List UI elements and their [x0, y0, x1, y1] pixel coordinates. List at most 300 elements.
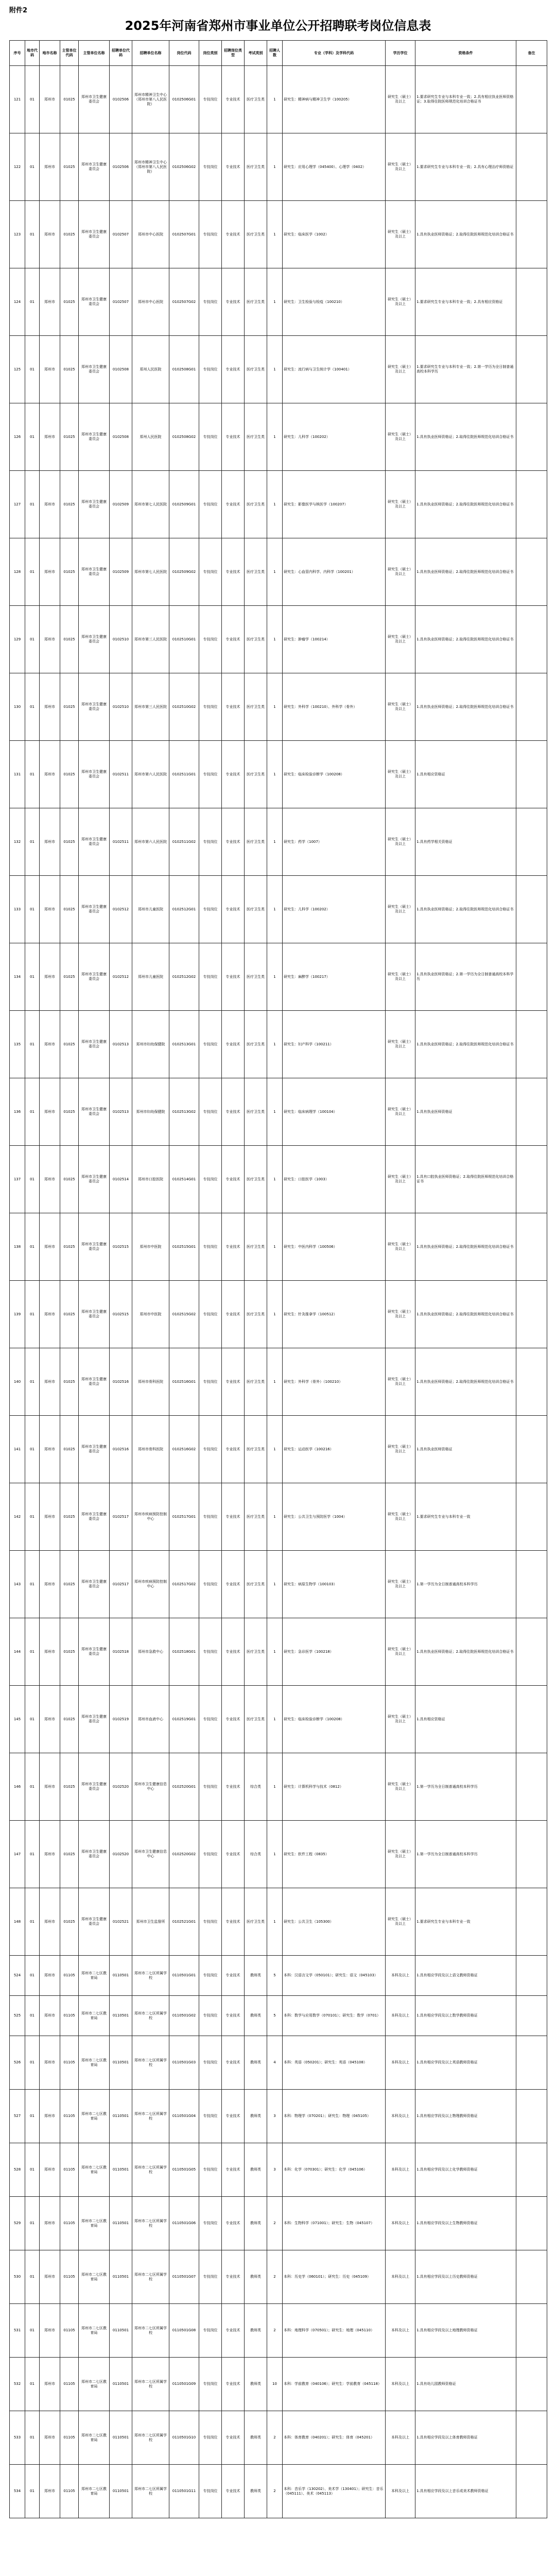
table-cell: 1.具有相应学段及以上英语教师资格证 [415, 2036, 516, 2090]
table-cell: 1 [267, 1888, 283, 1956]
table-cell: 专技岗位 [199, 1213, 222, 1281]
table-cell: 郑州市 [40, 2304, 60, 2358]
table-cell: 0102516 [110, 1348, 132, 1416]
table-cell: 专业技术 [222, 943, 245, 1011]
table-cell: 01025 [60, 471, 79, 538]
table-cell: 专业技术 [222, 66, 245, 133]
table-cell: 郑州市二七区教育局 [79, 2090, 110, 2143]
table-cell: 郑州市 [40, 1956, 60, 1996]
document-title: 2025年河南省郑州市事业单位公开招聘联考岗位信息表 [125, 19, 431, 33]
table-cell: 01 [25, 1686, 40, 1753]
table-cell: 医疗卫生类 [245, 1078, 267, 1146]
table-cell: 专技岗位 [199, 336, 222, 403]
table-cell: 0110501G09 [169, 2358, 199, 2411]
table-cell: 研究生：肿瘤学（100214） [283, 606, 386, 673]
table-cell: 0102519G01 [169, 1686, 199, 1753]
table-row [10, 1753, 547, 1821]
column-header: 岗位代码 [169, 41, 199, 66]
table-cell: 1 [267, 1348, 283, 1416]
table-cell: 01105 [60, 2465, 79, 2518]
table-cell: 郑州市 [40, 1483, 60, 1551]
table-cell: 01025 [60, 1281, 79, 1348]
table-cell: 01 [25, 336, 40, 403]
table-cell: 郑州市二七区教育局 [79, 2036, 110, 2090]
table-row [10, 336, 547, 403]
table-cell: 医疗卫生类 [245, 403, 267, 471]
table-cell: 0102513G02 [169, 1078, 199, 1146]
table-cell: 01 [25, 2358, 40, 2411]
table-row [10, 673, 547, 741]
table-cell: 郑州市 [40, 2143, 60, 2197]
column-header: 学历学位 [386, 41, 415, 66]
table-cell: 郑州市卫生健康委员会 [79, 1146, 110, 1213]
table-cell: 郑州市 [40, 741, 60, 808]
table-cell: 综合类 [245, 1821, 267, 1888]
table-cell: 郑州市卫生健康委员会 [79, 1483, 110, 1551]
table-cell: 0102519 [110, 1686, 132, 1753]
table-cell: 专技岗位 [199, 1956, 222, 1996]
table-cell: 01 [25, 268, 40, 336]
table-cell: 郑州市二七区所属学校 [132, 1996, 169, 2036]
table-cell: 郑州市儿童医院 [132, 876, 169, 943]
table-cell: 郑州市精神卫生中心（郑州市第八人民医院） [132, 133, 169, 201]
table-cell: 本科及以上 [386, 2143, 415, 2197]
table-cell: 专业技术 [222, 1753, 245, 1821]
table-cell: 郑州市 [40, 1146, 60, 1213]
table-cell: 研究生：儿科学（100202） [283, 403, 386, 471]
table-cell: 0102515 [110, 1281, 132, 1348]
table-cell: 1.具有执业医师资格证；2.取得住院医师规范化培训合格证书 [415, 1213, 516, 1281]
table-cell: 专业技术 [222, 201, 245, 268]
table-cell: 研究生（硕士）及以上 [386, 1011, 415, 1078]
table-cell: 本科及以上 [386, 2090, 415, 2143]
table-row [10, 943, 547, 1011]
table-row [10, 2358, 547, 2411]
table-cell: 1.具有相应学段及以上体育教师资格证 [415, 2411, 516, 2465]
table-cell: 专业技术 [222, 2465, 245, 2518]
table-cell: 1 [267, 1551, 283, 1618]
table-cell: 郑州市二七区教育局 [79, 1996, 110, 2036]
table-cell: 专技岗位 [199, 268, 222, 336]
table-cell [516, 2197, 547, 2250]
table-cell: 综合类 [245, 1753, 267, 1821]
table-row [10, 1416, 547, 1483]
table-cell: 研究生（硕士）及以上 [386, 403, 415, 471]
table-cell: 1 [267, 1753, 283, 1821]
table-cell: 专业技术 [222, 2143, 245, 2197]
table-cell: 0110501 [110, 2358, 132, 2411]
table-cell: 01 [25, 2304, 40, 2358]
table-cell: 专技岗位 [199, 1146, 222, 1213]
table-cell: 1.具有相应学段及以上化学教师资格证 [415, 2143, 516, 2197]
table-cell: 0102520 [110, 1753, 132, 1821]
table-cell: 本科：历史学（060101）；研究生：历史（045109） [283, 2250, 386, 2304]
table-cell: 0102507G02 [169, 268, 199, 336]
table-row [10, 268, 547, 336]
table-cell: 郑州人民医院 [132, 403, 169, 471]
table-cell: 1.要求研究生专业与本科专业一致 [415, 1483, 516, 1551]
table-cell: 01025 [60, 1686, 79, 1753]
table-cell: 0110501 [110, 2036, 132, 2090]
table-cell: 研究生（硕士）及以上 [386, 1416, 415, 1483]
table-cell [516, 1618, 547, 1686]
table-cell: 专技岗位 [199, 2143, 222, 2197]
table-cell: 01105 [60, 2304, 79, 2358]
table-cell: 研究生：麻醉学（100217） [283, 943, 386, 1011]
table-cell [516, 1281, 547, 1348]
table-cell: 医疗卫生类 [245, 673, 267, 741]
table-cell [516, 2358, 547, 2411]
table-cell: 专业技术 [222, 2197, 245, 2250]
column-header: 序号 [10, 41, 25, 66]
table-cell: 527 [10, 2090, 25, 2143]
table-cell: 0110501G07 [169, 2250, 199, 2304]
table-cell: 0102516 [110, 1416, 132, 1483]
table-cell: 郑州市 [40, 268, 60, 336]
table-cell: 1 [267, 1618, 283, 1686]
table-cell: 145 [10, 1686, 25, 1753]
table-cell: 郑州市第三人民医院 [132, 673, 169, 741]
table-cell: 研究生（硕士）及以上 [386, 741, 415, 808]
table-cell: 1.要求研究生专业与本科专业一致 [415, 1888, 516, 1956]
table-cell: 1.具有幼儿园教师资格证 [415, 2358, 516, 2411]
table-cell: 郑州市二七区教育局 [79, 2197, 110, 2250]
table-cell: 0102507 [110, 201, 132, 268]
table-cell: 0110501 [110, 2250, 132, 2304]
table-cell: 0110501G08 [169, 2304, 199, 2358]
table-cell: 本科及以上 [386, 2465, 415, 2518]
table-cell: 郑州市卫生健康委员会 [79, 876, 110, 943]
table-cell: 医疗卫生类 [245, 133, 267, 201]
table-cell: 01 [25, 1551, 40, 1618]
table-cell: 本科：数学与应用数学（070101）；研究生：数学（0701） [283, 1996, 386, 2036]
table-cell: 郑州市中心医院 [132, 201, 169, 268]
table-cell: 医疗卫生类 [245, 538, 267, 606]
table-cell: 研究生（硕士）及以上 [386, 133, 415, 201]
table-cell: 0102510 [110, 606, 132, 673]
table-cell [516, 336, 547, 403]
table-cell: 郑州市卫生健康委员会 [79, 1011, 110, 1078]
table-cell: 医疗卫生类 [245, 606, 267, 673]
table-cell: 01025 [60, 1011, 79, 1078]
table-cell: 1 [267, 133, 283, 201]
table-cell: 专业技术 [222, 133, 245, 201]
table-cell: 研究生：精神病与精神卫生学（100205） [283, 66, 386, 133]
table-cell: 郑州市急救中心 [132, 1618, 169, 1686]
table-cell: 郑州市 [40, 673, 60, 741]
table-cell: 1.具有执业医师资格证；2.取得住院医师规范化培训合格证书 [415, 1618, 516, 1686]
table-row [10, 2465, 547, 2518]
table-cell: 专业技术 [222, 1483, 245, 1551]
table-cell: 研究生：外科学（骨外）（100210） [283, 1348, 386, 1416]
table-cell: 郑州市 [40, 2358, 60, 2411]
table-cell: 郑州市 [40, 2411, 60, 2465]
table-cell: 3 [267, 2143, 283, 2197]
table-cell: 1.要求研究生专业与本科专业一致；2.具有相应执业医师资格证；3.取得住院医师规范化培训合格证书 [415, 66, 516, 133]
column-header: 招聘岗位类型 [222, 41, 245, 66]
table-cell: 专业技术 [222, 1821, 245, 1888]
table-cell: 1 [267, 1821, 283, 1888]
table-cell: 教师类 [245, 2250, 267, 2304]
table-cell: 郑州市 [40, 1996, 60, 2036]
table-cell: 郑州市二七区教育局 [79, 2304, 110, 2358]
table-cell: 01025 [60, 133, 79, 201]
table-cell: 郑州市第七人民医院 [132, 471, 169, 538]
table-cell: 郑州市卫生健康委员会 [79, 66, 110, 133]
table-cell: 140 [10, 1348, 25, 1416]
table-cell: 0102510G02 [169, 673, 199, 741]
table-cell: 专业技术 [222, 2036, 245, 2090]
table-cell: 01 [25, 1956, 40, 1996]
table-cell: 研究生：卫生检验与检疫（100210） [283, 268, 386, 336]
table-cell [516, 2411, 547, 2465]
table-cell [516, 1753, 547, 1821]
table-cell: 郑州市卫生健康委员会 [79, 471, 110, 538]
table-cell: 139 [10, 1281, 25, 1348]
table-cell: 1 [267, 1213, 283, 1281]
table-cell: 郑州市 [40, 403, 60, 471]
table-cell: 专技岗位 [199, 1348, 222, 1416]
table-cell: 专技岗位 [199, 1281, 222, 1348]
table-cell: 专技岗位 [199, 2304, 222, 2358]
table-cell: 专技岗位 [199, 808, 222, 876]
table-cell: 01105 [60, 1996, 79, 2036]
table-cell: 01105 [60, 2411, 79, 2465]
table-cell: 郑州市第三人民医院 [132, 606, 169, 673]
table-cell: 专业技术 [222, 1213, 245, 1281]
column-header: 地市代码 [25, 41, 40, 66]
table-cell: 10 [267, 2358, 283, 2411]
table-cell: 医疗卫生类 [245, 1888, 267, 1956]
table-cell: 研究生（硕士）及以上 [386, 1821, 415, 1888]
table-cell: 专业技术 [222, 808, 245, 876]
table-cell: 01025 [60, 1146, 79, 1213]
table-cell: 研究生（硕士）及以上 [386, 1888, 415, 1956]
table-cell: 01025 [60, 673, 79, 741]
table-cell: 研究生（硕士）及以上 [386, 538, 415, 606]
table-cell: 郑州市血液中心 [132, 1686, 169, 1753]
table-row [10, 876, 547, 943]
table-cell: 专技岗位 [199, 2090, 222, 2143]
table-cell: 郑州市二七区所属学校 [132, 2197, 169, 2250]
table-cell: 1.要求研究生专业与本科专业一致；2.具有相应资格证 [415, 268, 516, 336]
table-cell [516, 1483, 547, 1551]
table-cell: 专技岗位 [199, 1753, 222, 1821]
column-header: 岗位类别 [199, 41, 222, 66]
table-cell: 郑州市二七区教育局 [79, 2358, 110, 2411]
table-row [10, 2090, 547, 2143]
table-cell: 本科：地理科学（070501）；研究生：地理（045110） [283, 2304, 386, 2358]
table-cell: 1 [267, 808, 283, 876]
table-cell [516, 201, 547, 268]
table-cell: 郑州市 [40, 2465, 60, 2518]
table-cell: 0102506 [110, 133, 132, 201]
table-cell: 0102517 [110, 1483, 132, 1551]
table-cell: 148 [10, 1888, 25, 1956]
table-cell: 教师类 [245, 2465, 267, 2518]
table-cell: 研究生：中医内科学（100506） [283, 1213, 386, 1281]
table-cell: 0110501 [110, 2197, 132, 2250]
table-row [10, 1348, 547, 1416]
table-cell: 郑州市精神卫生中心（郑州市第八人民医院） [132, 66, 169, 133]
table-cell: 专技岗位 [199, 673, 222, 741]
table-cell: 01 [25, 1078, 40, 1146]
table-cell: 526 [10, 2036, 25, 2090]
table-cell: 专业技术 [222, 1011, 245, 1078]
table-cell: 135 [10, 1011, 25, 1078]
table-cell: 教师类 [245, 2304, 267, 2358]
table-cell: 1.具有相应学段及以上地理教师资格证 [415, 2304, 516, 2358]
column-header: 主管单位代码 [60, 41, 79, 66]
table-cell: 本科：英语（050201）；研究生：英语（045108） [283, 2036, 386, 2090]
table-header-row [10, 41, 547, 66]
table-cell: 专技岗位 [199, 1686, 222, 1753]
table-cell: 专技岗位 [199, 1416, 222, 1483]
table-cell: 01025 [60, 876, 79, 943]
table-cell: 教师类 [245, 2090, 267, 2143]
table-cell: 郑州市 [40, 606, 60, 673]
table-cell: 郑州市二七区所属学校 [132, 2036, 169, 2090]
table-cell: 郑州市卫生健康委员会 [79, 1618, 110, 1686]
table-cell: 01 [25, 471, 40, 538]
table-cell: 0110501G03 [169, 2036, 199, 2090]
table-cell: 郑州市 [40, 66, 60, 133]
table-cell [516, 1146, 547, 1213]
table-cell: 2 [267, 2465, 283, 2518]
column-header: 主管单位名称 [79, 41, 110, 66]
table-cell: 专业技术 [222, 1551, 245, 1618]
table-cell: 1.具有相应学段及以上语文教师资格证 [415, 1956, 516, 1996]
table-cell: 0102518G01 [169, 1618, 199, 1686]
table-cell: 0110501G06 [169, 2197, 199, 2250]
table-cell: 532 [10, 2358, 25, 2411]
table-cell: 531 [10, 2304, 25, 2358]
table-cell: 01025 [60, 1078, 79, 1146]
table-cell: 0102517G01 [169, 1483, 199, 1551]
table-cell: 1.具有相应资格证 [415, 1686, 516, 1753]
table-cell: 122 [10, 133, 25, 201]
table-cell: 郑州市妇幼保健院 [132, 1011, 169, 1078]
table-cell: 1 [267, 1483, 283, 1551]
table-cell: 专业技术 [222, 2358, 245, 2411]
table-cell: 0102508G01 [169, 336, 199, 403]
table-cell: 0110501G05 [169, 2143, 199, 2197]
table-cell: 本科及以上 [386, 2411, 415, 2465]
table-cell: 本科及以上 [386, 2358, 415, 2411]
table-cell: 528 [10, 2143, 25, 2197]
table-cell: 1.第一学历为全日制普通高校本科学历 [415, 1753, 516, 1821]
table-cell: 研究生（硕士）及以上 [386, 268, 415, 336]
table-cell: 0102507G01 [169, 201, 199, 268]
table-cell: 郑州市疾病预防控制中心 [132, 1551, 169, 1618]
table-cell: 专业技术 [222, 876, 245, 943]
table-cell: 0102514 [110, 1146, 132, 1213]
table-cell: 0102511 [110, 808, 132, 876]
table-cell: 专技岗位 [199, 538, 222, 606]
table-cell: 研究生：病原生物学（100103） [283, 1551, 386, 1618]
table-row [10, 1078, 547, 1146]
table-cell: 01025 [60, 538, 79, 606]
table-cell: 医疗卫生类 [245, 1416, 267, 1483]
table-cell: 郑州市 [40, 133, 60, 201]
table-cell: 01025 [60, 1551, 79, 1618]
table-row [10, 1551, 547, 1618]
table-cell: 01 [25, 538, 40, 606]
table-row [10, 2250, 547, 2304]
column-header: 地市名称 [40, 41, 60, 66]
table-cell [516, 1551, 547, 1618]
table-cell: 01 [25, 1281, 40, 1348]
table-cell: 研究生：临床医学（1002） [283, 201, 386, 268]
table-cell: 专业技术 [222, 1686, 245, 1753]
table-cell: 01025 [60, 1348, 79, 1416]
table-cell [516, 1348, 547, 1416]
table-row [10, 66, 547, 133]
table-cell [516, 2036, 547, 2090]
table-cell: 研究生：心血管内科学、内科学（100201） [283, 538, 386, 606]
table-cell [516, 2250, 547, 2304]
table-cell: 郑州市妇幼保健院 [132, 1078, 169, 1146]
table-row [10, 1956, 547, 1996]
table-cell: 1 [267, 403, 283, 471]
table-cell: 01 [25, 808, 40, 876]
table-cell: 专技岗位 [199, 1011, 222, 1078]
table-cell: 研究生：公共卫生与预防医学（1004） [283, 1483, 386, 1551]
table-cell: 0102509 [110, 538, 132, 606]
table-row [10, 2197, 547, 2250]
table-cell [516, 1416, 547, 1483]
table-row [10, 2304, 547, 2358]
table-cell: 研究生：临床病理学（100104） [283, 1078, 386, 1146]
table-cell: 0110501 [110, 2411, 132, 2465]
table-cell [516, 403, 547, 471]
table-cell: 研究生（硕士）及以上 [386, 606, 415, 673]
table-cell: 01025 [60, 66, 79, 133]
table-cell: 534 [10, 2465, 25, 2518]
column-header: 招聘单位代码 [110, 41, 132, 66]
table-row [10, 1213, 547, 1281]
table-row [10, 1686, 547, 1753]
table-cell: 2 [267, 2304, 283, 2358]
table-cell [516, 943, 547, 1011]
table-cell: 1 [267, 471, 283, 538]
table-cell: 郑州市二七区所属学校 [132, 2143, 169, 2197]
table-cell: 01 [25, 2250, 40, 2304]
table-cell: 研究生：外科学（100210）、外科学（骨外） [283, 673, 386, 741]
table-cell: 专技岗位 [199, 1888, 222, 1956]
table-row [10, 1888, 547, 1956]
table-cell: 医疗卫生类 [245, 876, 267, 943]
table-row [10, 1281, 547, 1348]
table-cell: 0110501G01 [169, 1956, 199, 1996]
table-cell: 1.具有执业医师资格证 [415, 1078, 516, 1146]
table-cell: 专业技术 [222, 403, 245, 471]
table-cell: 0102506G02 [169, 133, 199, 201]
table-cell: 郑州市骨科医院 [132, 1416, 169, 1483]
table-cell: 郑州市卫生健康委员会 [79, 1686, 110, 1753]
table-cell: 2 [267, 2411, 283, 2465]
table-cell: 专业技术 [222, 673, 245, 741]
table-cell: 0102511G02 [169, 808, 199, 876]
table-cell: 郑州市二七区所属学校 [132, 2411, 169, 2465]
table-cell: 专业技术 [222, 1146, 245, 1213]
table-cell: 郑州市卫生健康委员会 [79, 201, 110, 268]
table-cell: 研究生（硕士）及以上 [386, 1551, 415, 1618]
table-cell: 专技岗位 [199, 66, 222, 133]
table-cell: 1.要求研究生专业与本科专业一致；2.第一学历为全日制普通高校本科学历 [415, 336, 516, 403]
table-cell: 研究生（硕士）及以上 [386, 1618, 415, 1686]
table-cell: 郑州市卫生健康委员会 [79, 1348, 110, 1416]
